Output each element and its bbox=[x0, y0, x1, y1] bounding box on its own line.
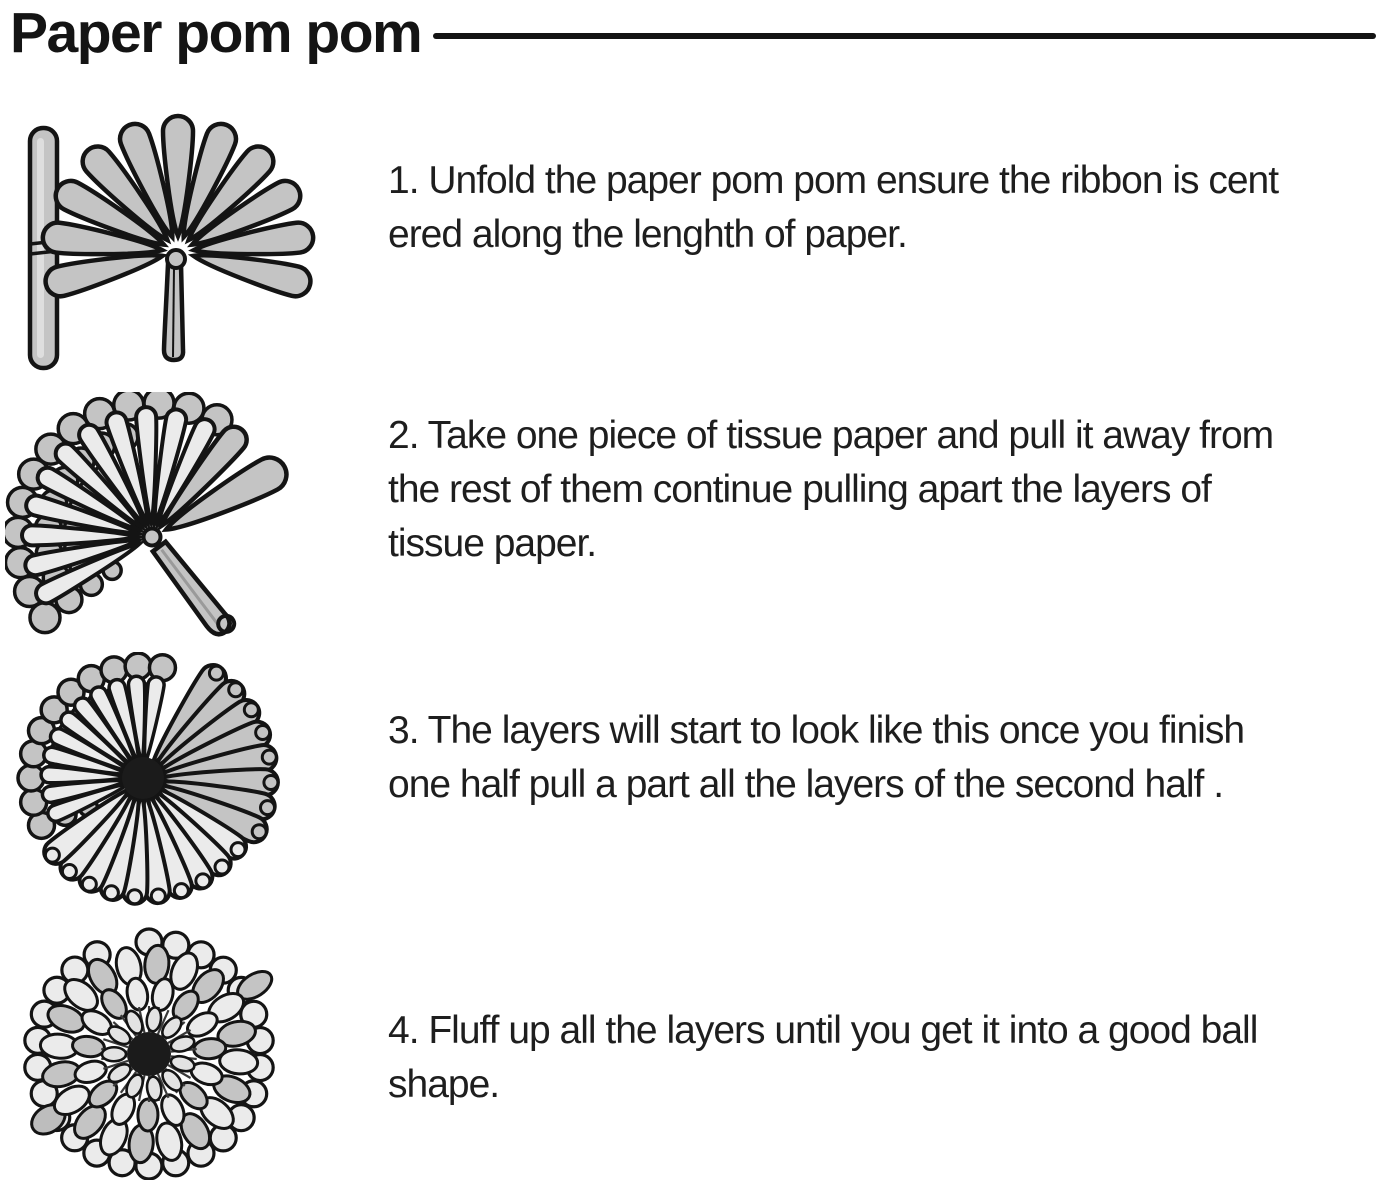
step-3-line-2: one half pull a part all the layers of the second half . bbox=[388, 763, 1224, 806]
step-4-pompom-ball-illustration bbox=[18, 914, 338, 1180]
step-2-line-2: the rest of them continue pulling apart the layers of bbox=[388, 468, 1211, 511]
step-2-pulled-layers-fan-illustration bbox=[5, 392, 335, 660]
step-1-text bbox=[388, 154, 1278, 262]
step-1-folded-strip-and-fan-illustration bbox=[15, 112, 345, 382]
page-title: Paper pom pom bbox=[10, 1, 422, 65]
step-3-text bbox=[388, 704, 1244, 812]
step-4-line-1: 4. Fluff up all the layers until you get it into a good ball bbox=[388, 1009, 1258, 1052]
step-2-line-3: tissue paper. bbox=[388, 522, 597, 565]
step-1-line-1: 1. Unfold the paper pom pom ensure the ribbon is cent bbox=[388, 159, 1279, 202]
step-1-line-2: ered along the lenghth of paper. bbox=[388, 213, 907, 256]
step-3-line-1: 3. The layers will start to look like this once you finish bbox=[388, 709, 1245, 752]
step-4-line-2: shape. bbox=[388, 1063, 500, 1106]
step-4-text bbox=[388, 1004, 1257, 1112]
title-rule bbox=[433, 33, 1376, 39]
step-2-line-1: 2. Take one piece of tissue paper and pull it away from bbox=[388, 414, 1274, 457]
step-3-half-fluffed-pompom-illustration bbox=[5, 652, 335, 935]
step-2-text bbox=[388, 409, 1273, 571]
